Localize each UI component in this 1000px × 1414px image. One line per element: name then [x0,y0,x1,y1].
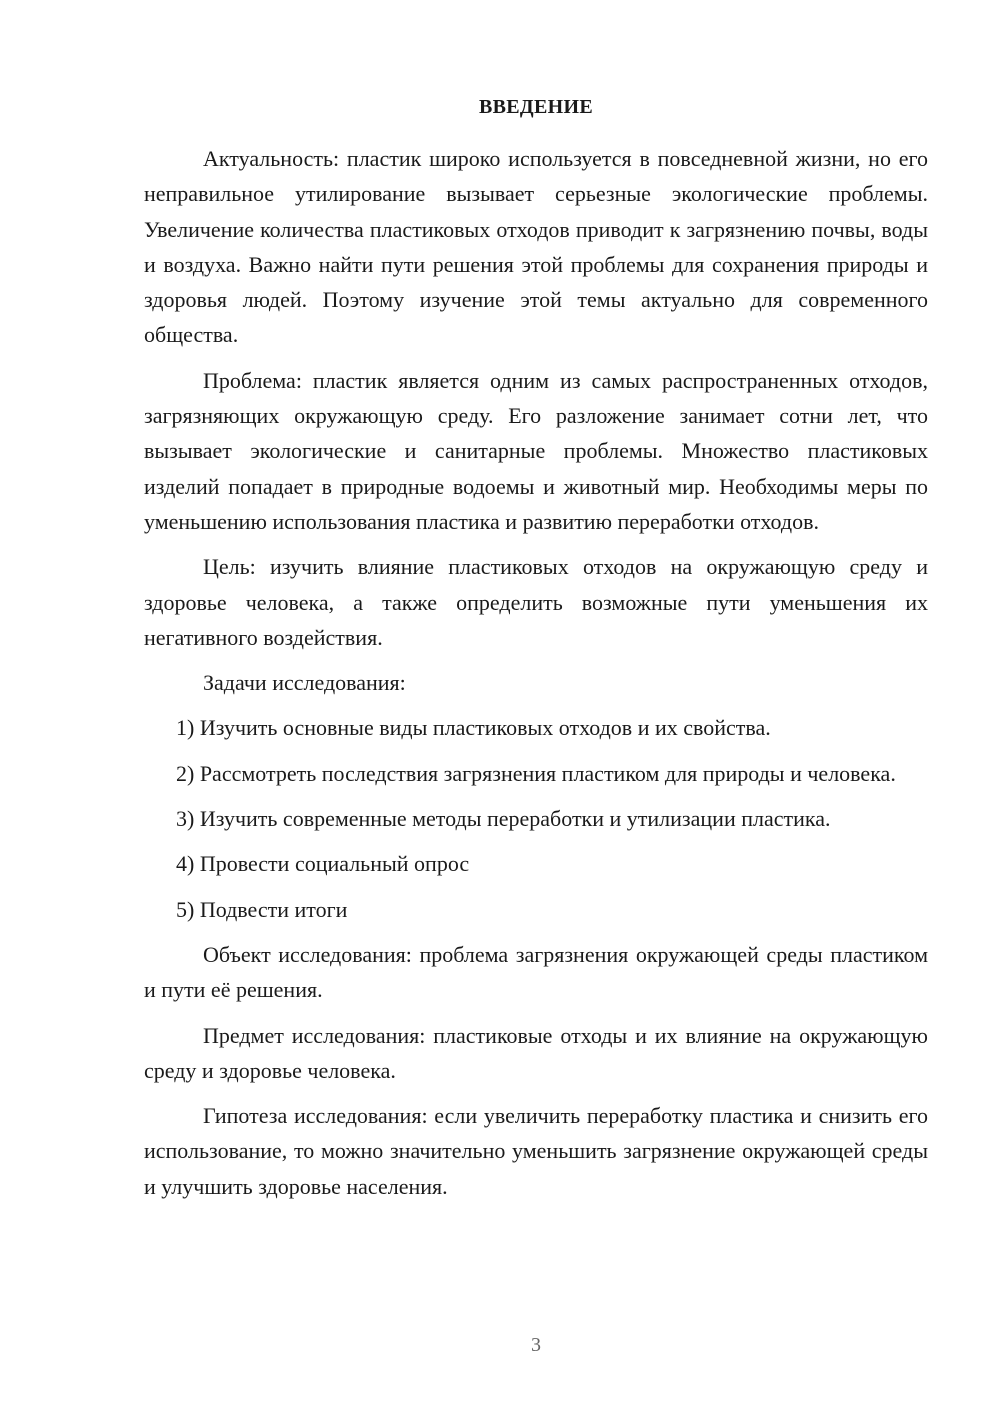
task-item: 3) Изучить современные методы переработки и утилизации пластика. [176,806,831,832]
paragraph-subject: Предмет исследования: пластиковые отходы и их влияние на окружающую среду и здоровье человека. [144,1022,928,1083]
paragraph-tasks-heading: Задачи исследования: [203,670,406,696]
paragraph-hypothesis: Гипотеза исследования: если увеличить переработку пластика и снизить его использование, то можно значительно уменьшить загрязнение окружающей среды и улучшить здоровье населения. [144,1103,928,1199]
paragraph-object: Объект исследования: проблема загрязнения окружающей среды пластиком и пути её решения. [144,941,928,1003]
paragraph-relevance: Актуальность: пластик широко используется в повседневной жизни, но его неправильное утилирование вызывает серьезные экологические проблемы. Увеличение количества пластиковых отходов приводит к загрязнению почвы, воды и воздуха. Важно найти пути решения этой проблемы для сохранения природы и здоровья людей. Поэтому изучение этой темы актуально для современного общества. [144,146,928,348]
section-title: ВВЕДЕНИЕ [479,96,593,118]
paragraph-problem: Проблема: пластик является одним из самых распространенных отходов, загрязняющих окружающую среду. Его разложение занимает сотни лет, что вызывает экологические и санитарные проблемы. Множество пластиковых изделий попадает в природные водоемы и животный мир. Необходимы меры по уменьшению использования пластика и развитию переработки отходов. [144,367,928,534]
page-number: 3 [531,1334,541,1356]
paragraph-goal: Цель: изучить влияние пластиковых отходов на окружающую среду и здоровье человека, а также определить возможные пути уменьшения их негативного воздействия. [144,554,928,650]
task-item: 5) Подвести итоги [176,896,348,922]
document-body [144,141,928,1204]
task-item: 1) Изучить основные виды пластиковых отходов и их свойства. [176,715,771,741]
task-item: 2) Рассмотреть последствия загрязнения пластиком для природы и человека. [176,760,896,786]
task-item: 4) Провести социальный опрос [176,851,470,877]
